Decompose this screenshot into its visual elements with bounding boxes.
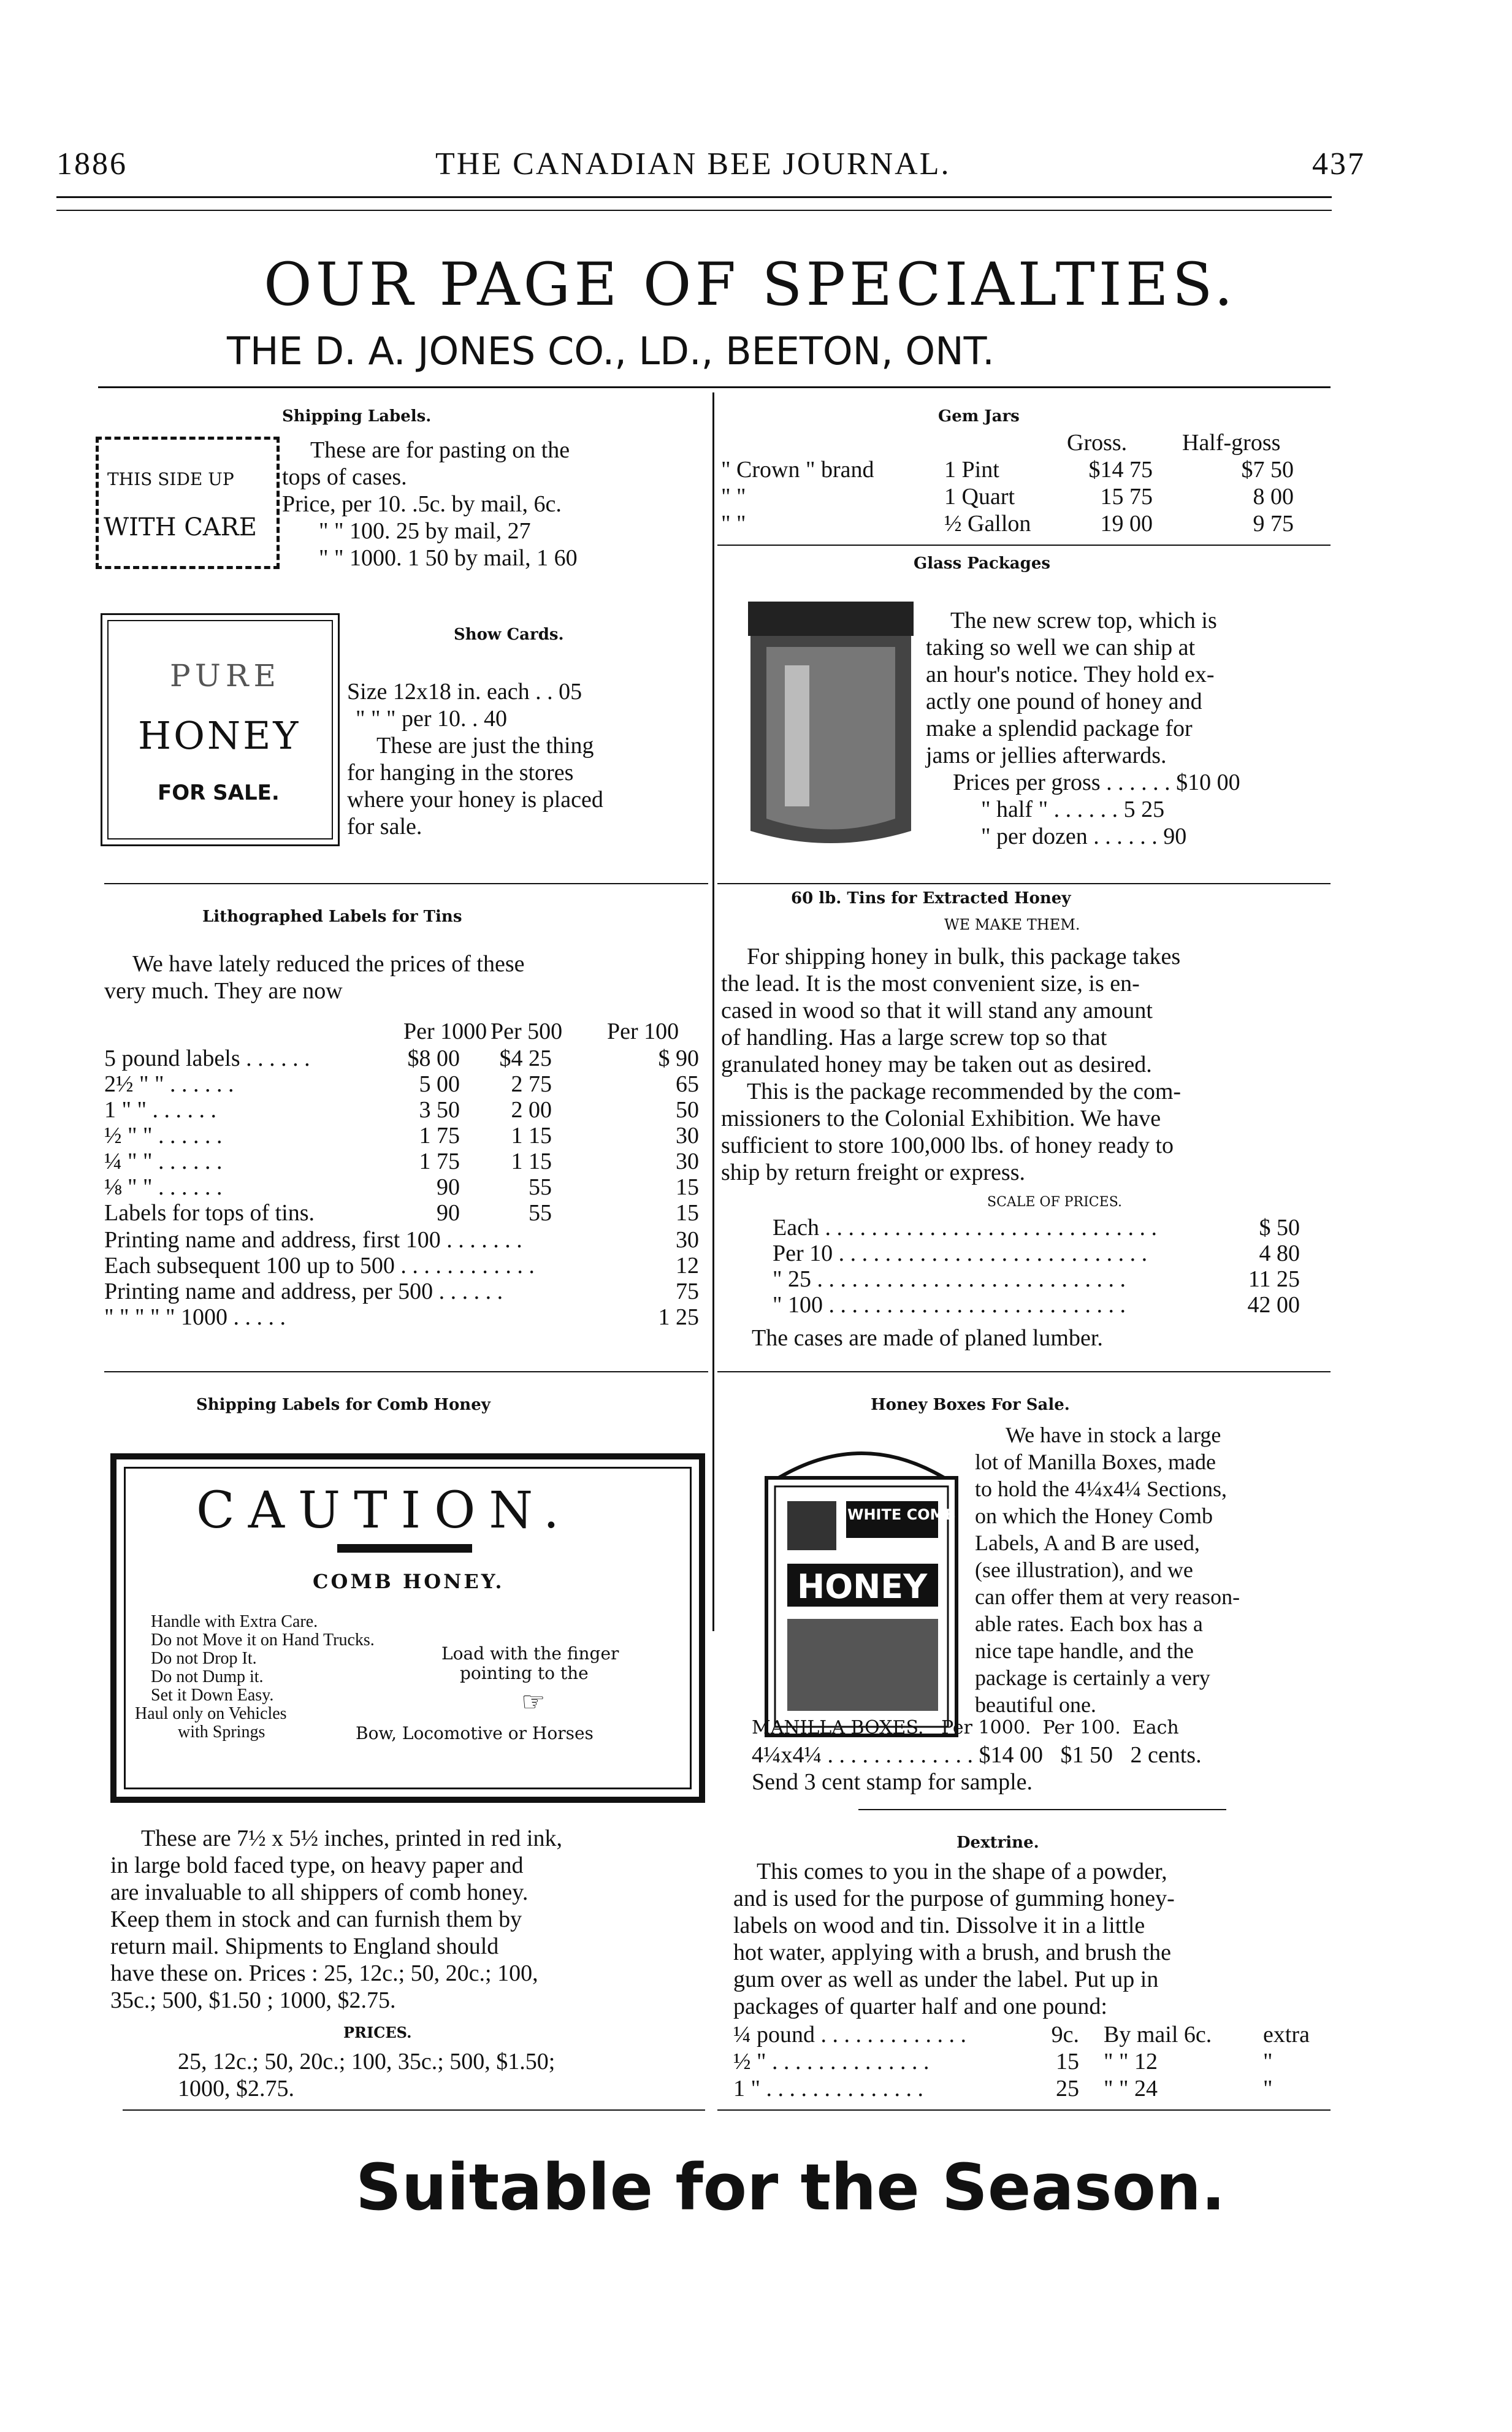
dex-line: gum over as well as under the label. Put up in — [733, 1967, 1159, 1992]
low-rule-right — [717, 1371, 1331, 1372]
gem-brand: " " — [721, 511, 746, 537]
dex-line: packages of quarter half and one pound: — [733, 1994, 1107, 2019]
caution-rule: Haul only on Vehicles — [135, 1704, 287, 1723]
caution-rule: Set it Down Easy. — [151, 1686, 274, 1705]
box-row: 4¼x4¼ . . . . . . . . . . . . . $14 00 $1 50 2 cents. — [752, 1742, 1202, 1768]
litho-extra-value: 12 — [676, 1253, 699, 1279]
glass-packages-heading: Glass Packages — [914, 554, 1051, 573]
glass-price-3: " per dozen . . . . . . 90 — [981, 824, 1187, 849]
litho-row-1000: 3 50 — [419, 1097, 460, 1123]
gem-brand: " " — [721, 484, 746, 510]
box-line: can offer them at very reason- — [975, 1585, 1240, 1609]
tins-price-label: Per 10 . . . . . . . . . . . . . . . . . . . . . . . . . . . — [773, 1241, 1148, 1266]
shipping-line-2: tops of cases. — [282, 464, 407, 490]
gem-col-half: Half-gross — [1182, 430, 1281, 456]
mid-rule-right — [717, 883, 1331, 884]
label-line-2: WITH CARE — [104, 513, 257, 541]
glass-line-5: make a splendid package for — [926, 716, 1193, 741]
litho-extra-label: Printing name and address, per 500 . . . . . . — [104, 1279, 503, 1304]
litho-row-label: ½ " " . . . . . . — [104, 1123, 223, 1149]
caution-rule: Do not Drop It. — [151, 1649, 257, 1668]
box-line: to hold the 4¼x4¼ Sections, — [975, 1477, 1227, 1501]
tins-price-value: 11 25 — [1248, 1266, 1300, 1292]
box-honey: HONEY — [797, 1567, 928, 1606]
litho-row-label: ¼ " " . . . . . . — [104, 1149, 223, 1174]
gem-half: 8 00 — [1253, 484, 1294, 510]
card-for-sale: FOR SALE. — [158, 781, 280, 805]
caution-rule: Handle with Extra Care. — [151, 1612, 318, 1631]
box-sample: Send 3 cent stamp for sample. — [752, 1769, 1033, 1795]
glass-line-1: The new screw top, which is — [950, 608, 1217, 633]
litho-extra-label: Each subsequent 100 up to 500 . . . . . . . . . . . . — [104, 1253, 535, 1279]
glass-line-3: an hour's notice. They hold ex- — [926, 662, 1215, 687]
gem-rule — [717, 545, 1331, 546]
litho-intro-2: very much. They are now — [104, 978, 343, 1004]
comb-desc-line: These are 7½ x 5½ inches, printed in red ink, — [141, 1826, 562, 1851]
litho-row-100: 30 — [676, 1123, 699, 1149]
litho-row-100: 15 — [676, 1200, 699, 1226]
footer-slogan: Suitable for the Season. — [356, 2150, 1226, 2225]
comb-desc-line: 35c.; 500, $1.50 ; 1000, $2.75. — [110, 1987, 396, 2013]
year: 1886 — [56, 147, 128, 182]
show-cards-heading: Show Cards. — [454, 625, 564, 644]
caution-rule: with Springs — [178, 1723, 265, 1742]
comb-honey-line: COMB HONEY. — [313, 1570, 505, 1593]
company-line: THE D. A. JONES CO., LD., BEETON, ONT. — [227, 329, 995, 373]
caution-title: CAUTION. — [196, 1482, 573, 1540]
card-honey: HONEY — [138, 713, 301, 758]
dex-price: 9c. — [1051, 2022, 1079, 2048]
litho-row-500: 55 — [529, 1200, 552, 1226]
label-line-1: THIS SIDE UP — [107, 469, 234, 489]
dex-line: and is used for the purpose of gumming honey- — [733, 1886, 1175, 1911]
tins-note: The cases are made of planed lumber. — [752, 1325, 1103, 1351]
litho-row-500: 1 15 — [511, 1123, 552, 1149]
litho-row-label: 2½ " " . . . . . . — [104, 1071, 234, 1097]
caution-label — [110, 1453, 705, 1803]
low-rule-left — [104, 1371, 708, 1372]
litho-row-100: $ 90 — [658, 1046, 699, 1071]
page-title: OUR PAGE OF SPECIALTIES. — [264, 250, 1237, 319]
comb-prices-1: 25, 12c.; 50, 20c.; 100, 35c.; 500, $1.50; — [178, 2049, 556, 2074]
litho-row-1000: 90 — [437, 1200, 460, 1226]
litho-row-1000: 1 75 — [419, 1123, 460, 1149]
litho-row-500: $4 25 — [499, 1046, 552, 1071]
tins-line: of handling. Has a large screw top so that — [721, 1025, 1107, 1050]
litho-heading: Lithographed Labels for Tins — [202, 908, 462, 926]
caution-bar — [337, 1544, 472, 1553]
glass-price-1: Prices per gross . . . . . . $10 00 — [953, 770, 1240, 795]
tins-price-label: " 100 . . . . . . . . . . . . . . . . . . . . . . . . . . — [773, 1292, 1126, 1318]
show-line-6: for sale. — [347, 814, 422, 839]
caution-rule: Do not Dump it. — [151, 1667, 264, 1686]
litho-row-500: 2 00 — [511, 1097, 552, 1123]
litho-row-500: 55 — [529, 1174, 552, 1200]
litho-row-100: 15 — [676, 1174, 699, 1200]
tins-line: cased in wood so that it will stand any amount — [721, 998, 1153, 1023]
dex-line: labels on wood and tin. Dissolve it in a little — [733, 1913, 1145, 1938]
tins-price-label: Each . . . . . . . . . . . . . . . . . . . . . . . . . . . . . — [773, 1215, 1157, 1241]
litho-row-1000: $8 00 — [407, 1046, 460, 1071]
bottom-rule-right — [717, 2109, 1331, 2111]
card-pure: PURE — [170, 658, 281, 694]
show-line-5: where your honey is placed — [347, 787, 603, 813]
box-line: on which the Honey Comb — [975, 1504, 1213, 1528]
dex-qty: ½ " . . . . . . . . . . . . . . — [733, 2049, 930, 2074]
shipping-line-5: " " 1000. 1 50 by mail, 1 60 — [319, 545, 578, 571]
litho-row-100: 65 — [676, 1071, 699, 1097]
tins-line: This is the package recommended by the com- — [747, 1079, 1182, 1104]
litho-row-label: ⅛ " " . . . . . . — [104, 1174, 223, 1200]
box-line: (see illustration), and we — [975, 1558, 1193, 1582]
dextrine-heading: Dextrine. — [956, 1834, 1039, 1852]
dex-line: hot water, applying with a brush, and brush the — [733, 1940, 1172, 1965]
dex-price: 25 — [1056, 2076, 1079, 2101]
gem-gross: $14 75 — [1088, 457, 1153, 483]
litho-extra-value: 1 25 — [658, 1304, 699, 1330]
show-line-1: Size 12x18 in. each . . 05 — [347, 679, 582, 705]
dex-mail: " " 24 — [1104, 2076, 1158, 2101]
litho-row-1000: 5 00 — [419, 1071, 460, 1097]
box-line: package is certainly a very — [975, 1665, 1210, 1690]
gem-brand: " Crown " brand — [721, 457, 874, 483]
bottom-rule-left — [123, 2109, 705, 2111]
page-number: 437 — [1312, 147, 1365, 182]
comb-desc-line: return mail. Shipments to England should — [110, 1933, 499, 1959]
gem-gross: 15 75 — [1100, 484, 1153, 510]
box-line: beautiful one. — [975, 1692, 1096, 1717]
glass-line-4: actly one pound of honey and — [926, 689, 1202, 714]
gem-size: ½ Gallon — [944, 511, 1031, 537]
tins-scale: SCALE OF PRICES. — [987, 1195, 1122, 1210]
tins-price-value: 4 80 — [1259, 1241, 1300, 1266]
litho-row-500: 2 75 — [511, 1071, 552, 1097]
glass-jar-image — [742, 598, 920, 855]
tins-line: granulated honey may be taken out as desired. — [721, 1052, 1152, 1077]
gem-col-gross: Gross. — [1067, 430, 1128, 456]
caution-rule: Do not Move it on Hand Trucks. — [151, 1631, 375, 1650]
shipping-line-1: These are for pasting on the — [310, 437, 570, 463]
show-line-3: These are just the thing — [376, 733, 594, 759]
shipping-labels-heading: Shipping Labels. — [282, 407, 432, 426]
this-side-up-label — [96, 437, 280, 569]
comb-desc-line: Keep them in stock and can furnish them by — [110, 1906, 522, 1932]
glass-line-2: taking so well we can ship at — [926, 635, 1196, 660]
shipping-line-4: " " 100. 25 by mail, 27 — [319, 518, 531, 544]
dex-extra: " — [1263, 2076, 1273, 2101]
gem-size: 1 Quart — [944, 484, 1015, 510]
box-line: Labels, A and B are used, — [975, 1531, 1200, 1555]
dex-extra: " — [1263, 2049, 1273, 2074]
litho-row-100: 50 — [676, 1097, 699, 1123]
litho-row-1000: 1 75 — [419, 1149, 460, 1174]
box-line: nice tape handle, and the — [975, 1639, 1194, 1663]
comb-prices-heading: PRICES. — [343, 2024, 412, 2041]
litho-extra-label: Printing name and address, first 100 . . . . . . . — [104, 1227, 522, 1253]
gem-jars-heading: Gem Jars — [938, 407, 1020, 426]
litho-extra-value: 75 — [676, 1279, 699, 1304]
litho-col-100: Per 100 — [607, 1019, 679, 1044]
gem-half: 9 75 — [1253, 511, 1294, 537]
tins-price-value: $ 50 — [1259, 1215, 1300, 1241]
box-line: able rates. Each box has a — [975, 1612, 1203, 1636]
gem-gross: 19 00 — [1100, 511, 1153, 537]
gem-half: $7 50 — [1241, 457, 1294, 483]
litho-row-1000: 90 — [437, 1174, 460, 1200]
comb-labels-heading: Shipping Labels for Comb Honey — [196, 1396, 491, 1414]
dex-extra: extra — [1263, 2022, 1310, 2048]
show-line-2: " " " per 10. . 40 — [356, 706, 508, 732]
header-rule-2 — [56, 210, 1332, 211]
litho-col-1000: Per 1000 — [403, 1019, 487, 1044]
finger-2: pointing to the — [460, 1663, 589, 1683]
journal-title: THE CANADIAN BEE JOURNAL. — [435, 147, 951, 182]
shipping-line-3: Price, per 10. .5c. by mail, 6c. — [282, 491, 562, 517]
show-line-4: for hanging in the stores — [347, 760, 574, 786]
dex-qty: 1 " . . . . . . . . . . . . . . — [733, 2076, 924, 2101]
title-rule — [98, 386, 1331, 388]
comb-desc-line: have these on. Prices : 25, 12c.; 50, 20c.; 100, — [110, 1960, 538, 1986]
bow-line: Bow, Locomotive or Horses — [356, 1723, 594, 1743]
header-rule — [56, 196, 1332, 198]
box-white-comb: WHITE COMB — [847, 1506, 956, 1523]
litho-row-label: Labels for tops of tins. — [104, 1200, 315, 1226]
dex-mail: By mail 6c. — [1104, 2022, 1212, 2048]
dex-line: This comes to you in the shape of a powder, — [757, 1859, 1167, 1884]
column-divider — [712, 392, 714, 1631]
finger-1: Load with the finger — [441, 1643, 619, 1664]
box-line: We have in stock a large — [1006, 1423, 1221, 1447]
box-cols: MANILLA BOXES. Per 1000. Per 100. Each — [752, 1717, 1179, 1738]
tins-line: missioners to the Colonial Exhibition. We have — [721, 1106, 1161, 1131]
dex-mail: " " 12 — [1104, 2049, 1158, 2074]
hand-icon: ☞ — [521, 1686, 546, 1718]
dex-price: 15 — [1056, 2049, 1079, 2074]
glass-price-2: " half " . . . . . . 5 25 — [981, 797, 1165, 822]
mid-rule-left — [104, 883, 708, 884]
litho-extra-label: " " " " " 1000 . . . . . — [104, 1304, 286, 1330]
tins-line: the lead. It is the most convenient size, is en- — [721, 971, 1140, 996]
pure-honey-card — [101, 613, 340, 846]
honey-boxes-heading: Honey Boxes For Sale. — [871, 1396, 1070, 1414]
tins-price-label: " 25 . . . . . . . . . . . . . . . . . . . . . . . . . . . — [773, 1266, 1126, 1292]
tins-line: sufficient to store 100,000 lbs. of honey ready to — [721, 1133, 1174, 1158]
tins-line: For shipping honey in bulk, this package takes — [747, 944, 1181, 969]
glass-line-6: jams or jellies afterwards. — [926, 743, 1167, 768]
litho-row-500: 1 15 — [511, 1149, 552, 1174]
litho-row-label: 1 " " . . . . . . — [104, 1097, 217, 1123]
comb-desc-line: in large bold faced type, on heavy paper and — [110, 1853, 524, 1878]
gem-size: 1 Pint — [944, 457, 999, 483]
tins-sub: WE MAKE THEM. — [944, 916, 1080, 933]
dex-qty: ¼ pound . . . . . . . . . . . . . — [733, 2022, 966, 2048]
comb-prices-2: 1000, $2.75. — [178, 2076, 294, 2101]
box-rule — [858, 1809, 1226, 1810]
box-line: lot of Manilla Boxes, made — [975, 1450, 1216, 1474]
litho-extra-value: 30 — [676, 1227, 699, 1253]
tins-line: ship by return freight or express. — [721, 1160, 1025, 1185]
litho-col-500: Per 500 — [491, 1019, 563, 1044]
litho-row-100: 30 — [676, 1149, 699, 1174]
tins-price-value: 42 00 — [1247, 1292, 1300, 1318]
litho-row-label: 5 pound labels . . . . . . — [104, 1046, 310, 1071]
comb-desc-line: are invaluable to all shippers of comb honey. — [110, 1879, 529, 1905]
litho-intro-1: We have lately reduced the prices of these — [132, 951, 525, 977]
tins-heading: 60 lb. Tins for Extracted Honey — [791, 889, 1071, 908]
